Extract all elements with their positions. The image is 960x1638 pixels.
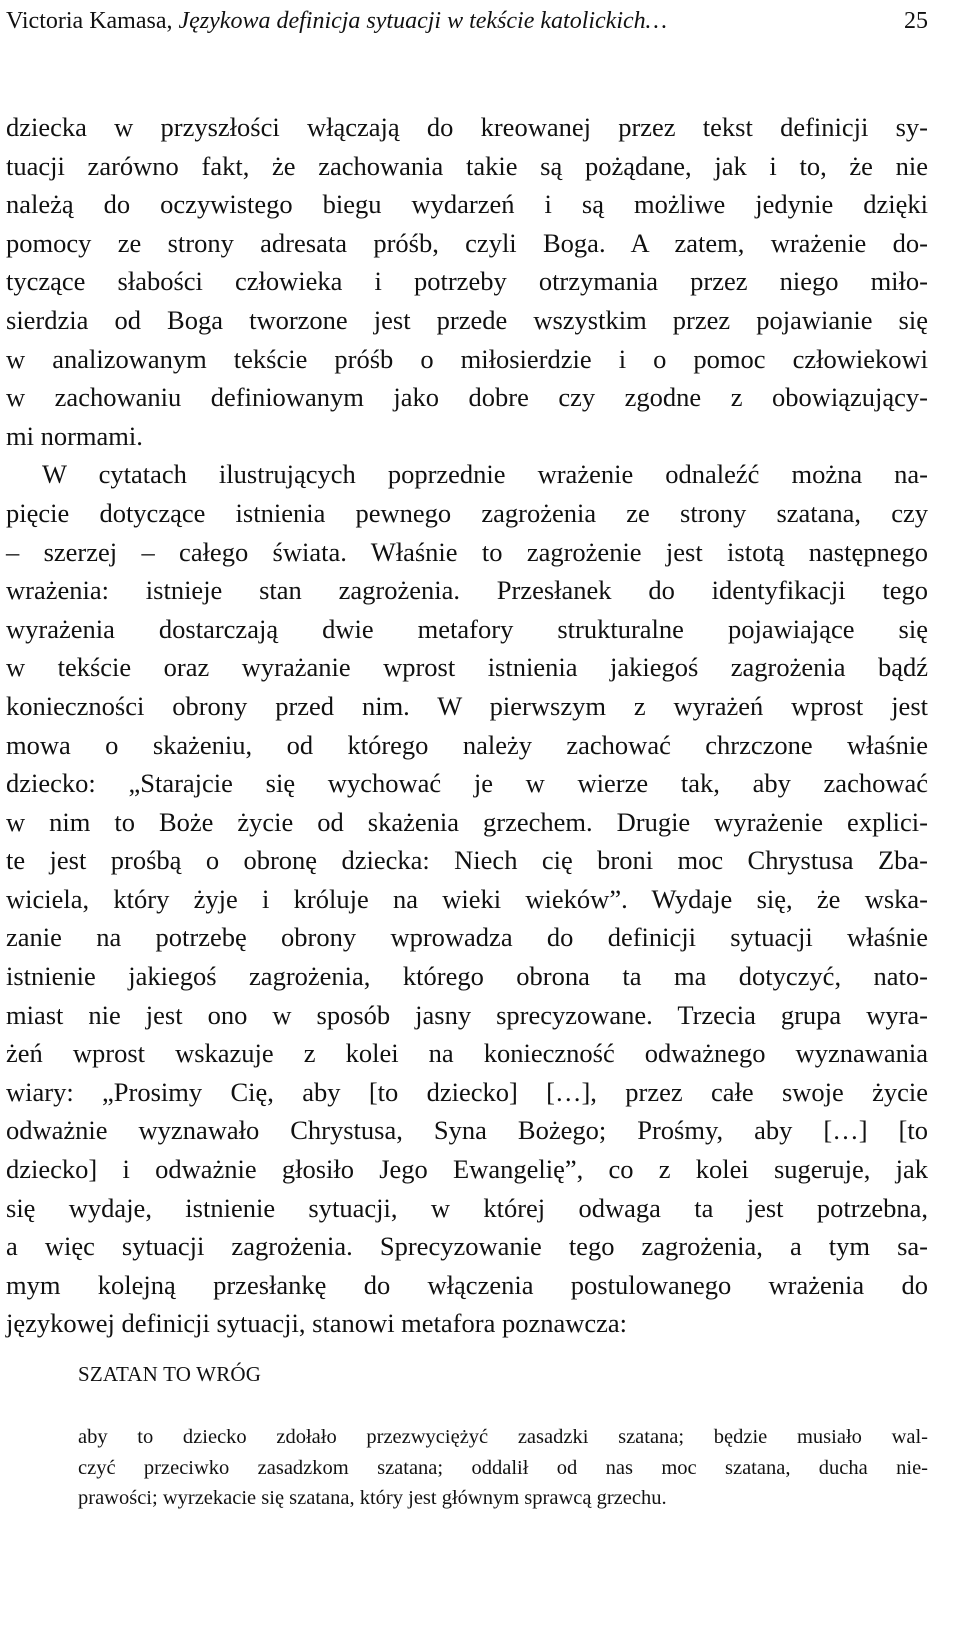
body-line: tuacji zarówno fakt, że zachowania takie są pożądane, jak i to, że nie [6, 150, 928, 181]
body-line: w analizowanym tekście próśb o miłosierdzie i o pomoc człowiekowi [6, 343, 928, 374]
body-line: zanie na potrzebę obrony wprowadza do definicji sytuacji właśnie [6, 922, 928, 953]
body-line: żeń wprost wskazuje z kolei na konieczność odważnego wyznawania [6, 1038, 928, 1069]
body-line: dziecko: „Starajcie się wychować je w wierze tak, aby zachować [6, 768, 928, 799]
body-line: W cytatach ilustrujących poprzednie wrażenie odnaleźć można na- [42, 459, 928, 490]
body-line: mi normami. [6, 420, 143, 451]
body-line: te jest prośbą o obronę dziecka: Niech cię broni moc Chrystusa Zba- [6, 845, 928, 876]
body-line: miast nie jest ono w sposób jasny sprecyzowane. Trzecia grupa wyra- [6, 999, 928, 1030]
page-number: 25 [904, 8, 928, 34]
body-line: tyczące słabości człowieka i potrzeby otrzymania przez niego miło- [6, 266, 928, 297]
body-line: – szerzej – całego świata. Właśnie to zagrożenie jest istotą następnego [6, 536, 928, 567]
body-line: mowa o skażeniu, od którego należy zachować chrzczone właśnie [6, 729, 928, 760]
body-line: w zachowaniu definiowanym jako dobre czy zgodne z obowiązujący- [6, 382, 928, 413]
body-line: w tekście oraz wyrażanie wprost istnienia jakiegoś zagrożenia bądź [6, 652, 928, 683]
running-header [6, 6, 928, 42]
metaphor-heading: SZATAN TO WRÓG [78, 1362, 262, 1386]
body-line: wiciela, który żyje i króluje na wieki wieków”. Wydaje się, że wska- [6, 883, 928, 914]
body-line: wyrażenia dostarczają dwie metafory strukturalne pojawiające się [6, 613, 928, 644]
body-line: się wydaje, istnienie sytuacji, w której odwaga ta jest potrzebna, [6, 1192, 928, 1223]
body-line: językowej definicji sytuacji, stanowi metafora poznawcza: [6, 1308, 628, 1339]
body-line: dziecko] i odważnie głosiło Jego Ewangelię”, co z kolei sugeruje, jak [6, 1154, 928, 1185]
body-line: dziecka w przyszłości włączają do kreowanej przez tekst definicji sy- [6, 112, 928, 142]
header-title: Językowa definicja sytuacji w tekście katolickich… [178, 8, 667, 34]
body-line: istnienie jakiegoś zagrożenia, którego obrona ta ma dotyczyć, nato- [6, 961, 928, 992]
header-author: Victoria Kamasa, [6, 8, 179, 34]
body-text [6, 108, 928, 1343]
quote-line: czyć przeciwko zasadzkom szatana; oddalił od nas moc szatana, ducha nie- [78, 1456, 928, 1479]
body-line: a więc sytuacji zagrożenia. Sprecyzowanie tego zagrożenia, a tym sa- [6, 1231, 928, 1262]
quote-line: prawości; wyrzekacie się szatana, który jest głównym sprawcą grzechu. [78, 1487, 667, 1509]
quote-line: aby to dziecko zdołało przezwyciężyć zasadzki szatana; będzie musiało wal- [78, 1426, 928, 1448]
quote-block [78, 1422, 928, 1514]
body-line: odważnie wyznawało Chrystusa, Syna Bożego; Prośmy, aby […] [to [6, 1115, 928, 1146]
body-line: sierdzia od Boga tworzone jest przede wszystkim przez pojawianie się [6, 304, 928, 335]
body-line: należą do oczywistego biegu wydarzeń i są możliwe jedynie dzięki [6, 189, 928, 220]
body-line: w nim to Boże życie od skażenia grzechem. Drugie wyrażenie explici- [6, 806, 928, 837]
body-line: wiary: „Prosimy Cię, aby [to dziecko] […], przez całe swoje życie [6, 1076, 928, 1107]
body-line: wrażenia: istnieje stan zagrożenia. Przesłanek do identyfikacji tego [6, 575, 928, 606]
body-line: mym kolejną przesłankę do włączenia postulowanego wrażenia do [6, 1269, 928, 1300]
body-line: pomocy ze strony adresata próśb, czyli Boga. A zatem, wrażenie do- [6, 227, 928, 258]
body-line: konieczności obrony przed nim. W pierwszym z wyrażeń wprost jest [6, 690, 928, 721]
body-line: pięcie dotyczące istnienia pewnego zagrożenia ze strony szatana, czy [6, 497, 928, 528]
